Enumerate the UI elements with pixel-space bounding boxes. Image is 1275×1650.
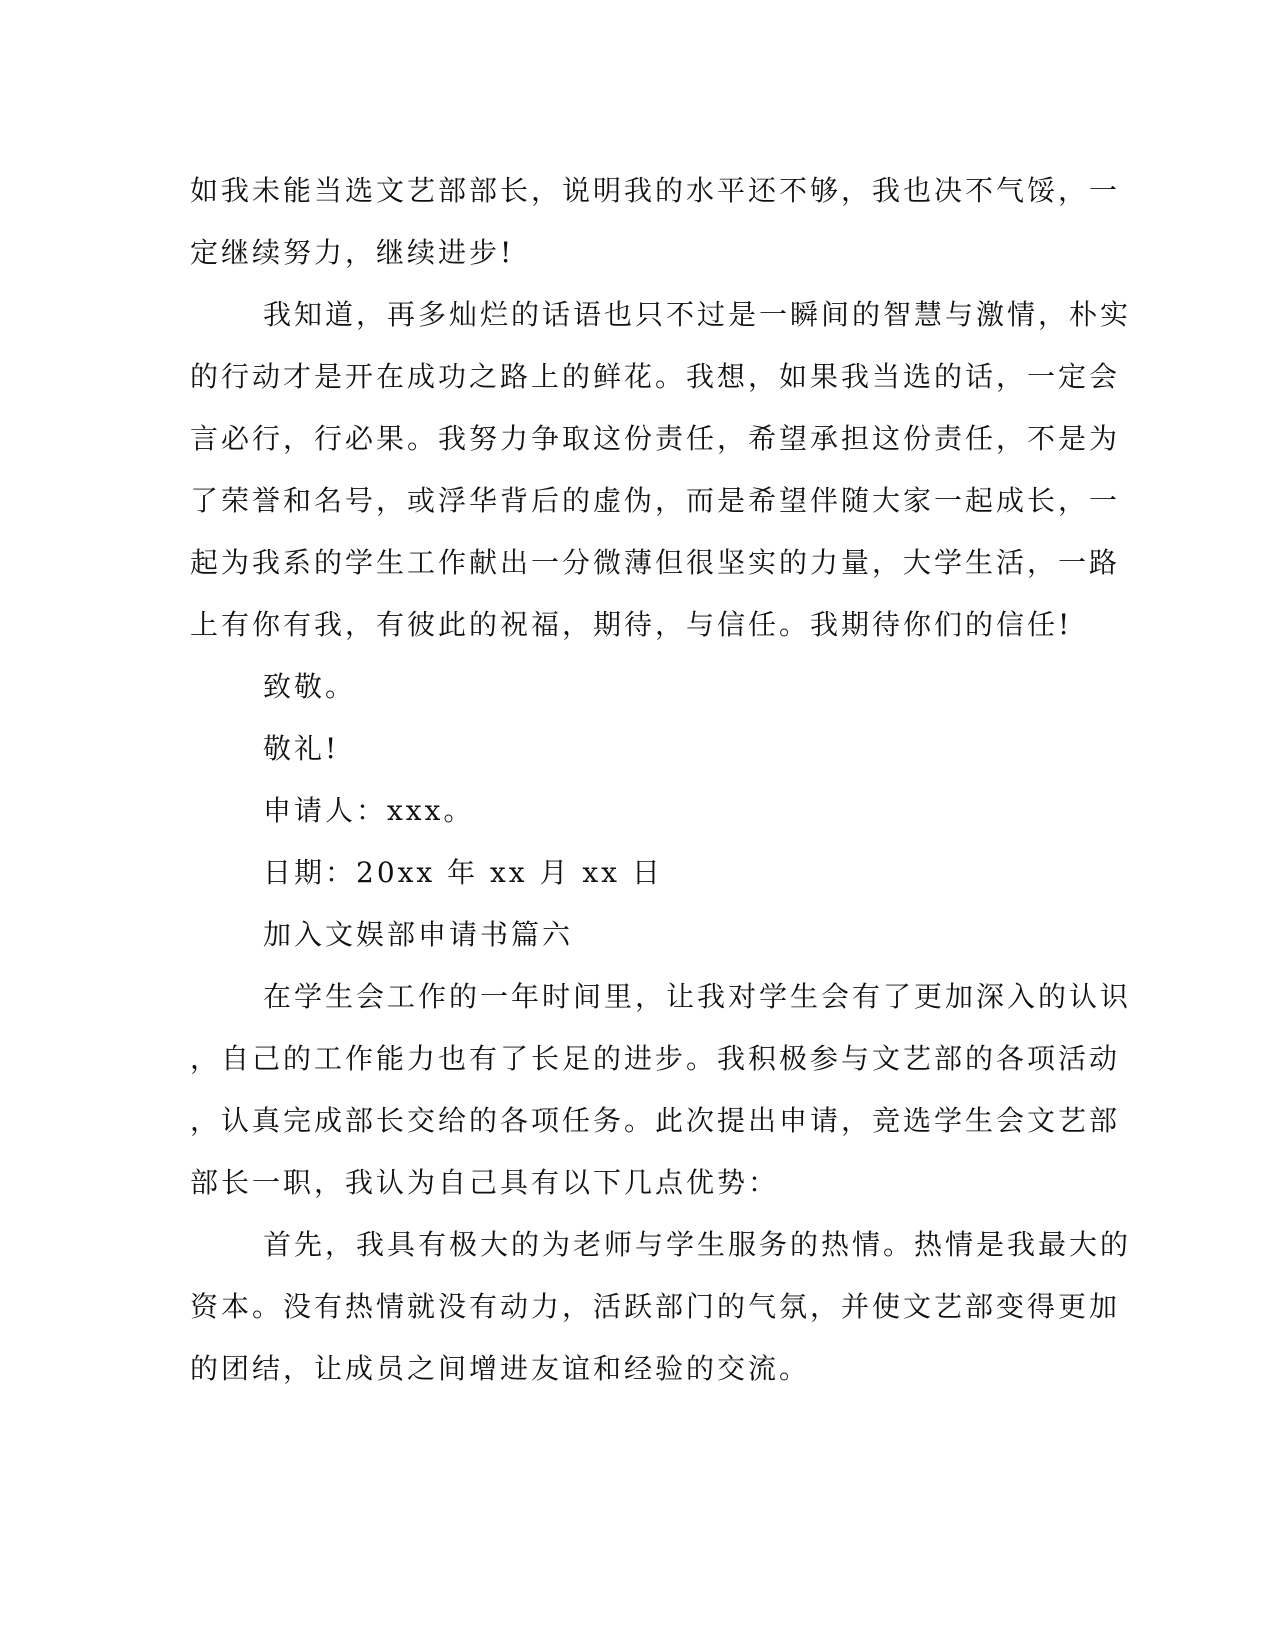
- text-line: 如我未能当选文艺部部长，说明我的水平还不够，我也决不气馁，一: [190, 174, 1121, 207]
- salutation: 致敬。: [263, 670, 357, 703]
- text-line: 资本。没有热情就没有动力，活跃部门的气氛，并使文艺部变得更加: [190, 1290, 1121, 1323]
- text-line: 言必行，行必果。我努力争取这份责任，希望承担这份责任，不是为: [190, 422, 1121, 455]
- text-line: 了荣誉和名号，或浮华背后的虚伪，而是希望伴随大家一起成长，一: [190, 484, 1121, 517]
- section-title: 加入文娱部申请书篇六: [263, 918, 574, 951]
- text-line: 在学生会工作的一年时间里，让我对学生会有了更加深入的认识: [263, 980, 1132, 1013]
- text-line: 部长一职，我认为自己具有以下几点优势：: [190, 1166, 780, 1199]
- paragraph-3: [190, 966, 1132, 1214]
- text-line: 起为我系的学生工作献出一分微薄但很坚实的力量，大学生活，一路: [190, 546, 1121, 579]
- paragraph-4: [190, 1214, 1132, 1400]
- text-line: 首先，我具有极大的为老师与学生服务的热情。热情是我最大的: [263, 1228, 1132, 1261]
- date: 日期：20xx 年 xx 月 xx 日: [263, 856, 663, 889]
- text-line: 定继续努力，继续进步!: [190, 236, 515, 269]
- text-line: 上有你有我，有彼此的祝福，期待，与信任。我期待你们的信任!: [190, 608, 1073, 641]
- applicant: 申请人：xxx。: [263, 794, 475, 827]
- paragraph-2: [190, 284, 1132, 656]
- text-line: ，认真完成部长交给的各项任务。此次提出申请，竞选学生会文艺部: [190, 1104, 1121, 1137]
- text-line: 的团结，让成员之间增进友谊和经验的交流。: [190, 1352, 811, 1385]
- text-line: 的行动才是开在成功之路上的鲜花。我想，如果我当选的话，一定会: [190, 360, 1121, 393]
- text-line: 我知道，再多灿烂的话语也只不过是一瞬间的智慧与激情，朴实: [263, 298, 1132, 331]
- paragraph-1: [190, 160, 1121, 284]
- document-body: [190, 160, 1132, 1400]
- regards: 敬礼!: [263, 732, 340, 765]
- text-line: ，自己的工作能力也有了长足的进步。我积极参与文艺部的各项活动: [190, 1042, 1121, 1075]
